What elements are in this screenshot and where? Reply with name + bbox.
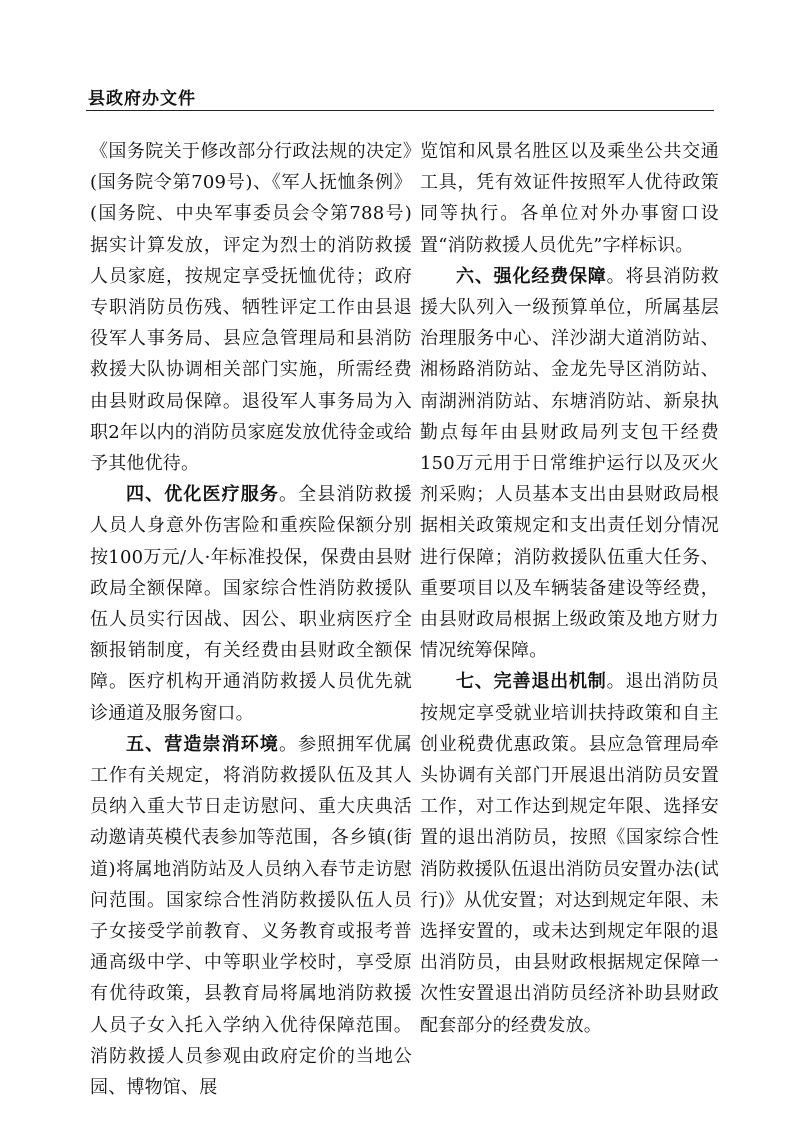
section-body-environment: 。参照拥军优属工作有关规定，将消防救援队伍及其人员纳入重大节日走访慰问、重大庆典活动邀请英模代表参加等范围，各乡镇(街道)将属地消防站及人员纳入春节走访慰问范围。国家综合性消防救援队伍人员子女接受学前教育、义务教育或报考普通高级中学、中等职业学校时，享受原有优待政策，县教育局将属地消防救援人员子女入托入学纳入优待保障范围。消防救援人员参观由政府定价的当地公园、博物馆、展 <box>90 733 412 1099</box>
right-column <box>420 136 719 1041</box>
section-heading-funding: 六、强化经费保障 <box>456 265 607 287</box>
paragraph-continuation: 览馆和风景名胜区以及乘坐公共交通工具，凭有效证件按照军人优待政策同等执行。各单位对外办事窗口设置“消防救援人员优先”字样标识。 <box>420 141 719 256</box>
section-exit-mechanism <box>420 666 719 1040</box>
section-heading-environment: 五、营造崇消环境 <box>126 733 280 755</box>
section-body-medical: 。全县消防救援人员人身意外伤害险和重疾险保额分别按100万元/人·年标准投保，保费由县财政局全额保障。国家综合性消防救援队伍人员实行因战、因公、职业病医疗全额报销制度，有关经费由县财政全额保障。医疗机构开通消防救援人员优先就诊通道及服务窗口。 <box>90 484 412 724</box>
section-heading-exit: 七、完善退出机制 <box>456 671 607 693</box>
section-body-exit: 。退出消防员按规定享受就业培训扶持政策和自主创业税费优惠政策。县应急管理局牵头协调有关部门开展退出消防员安置工作，对工作达到规定年限、选择安置的退出消防员，按照《国家综合性消防救援队伍退出消防员安置办法(试行)》从优安置；对达到规定年限、未选择安置的，或未达到规定年限的退出消防员，由县财政根据规定保障一次性安置退出消防员经济补助县财政配套部分的经费发放。 <box>420 671 719 1036</box>
header-divider <box>86 110 714 111</box>
section-medical-services <box>90 479 412 729</box>
section-heading-medical: 四、优化医疗服务 <box>126 484 280 506</box>
section-funding <box>420 261 719 667</box>
section-respect-environment <box>90 729 412 1103</box>
section-body-funding: 。将县消防救援大队列入一级预算单位，所属基层治理服务中心、洋沙湖大道消防站、湘杨路消防站、金龙先导区消防站、南湖洲消防站、东塘消防站、新泉执勤点每年由县财政局列支包干经费150万元用于日常维护运行以及灭火剂采购；人员基本支出由县财政局根据相关政策规定和支出责任划分情况进行保障；消防救援队伍重大任务、重要项目以及车辆装备建设等经费，由县财政局根据上级政策及地方财力情况统筹保障。 <box>420 265 719 662</box>
paragraph-pension: 《国务院关于修改部分行政法规的决定》(国务院令第709号)、《军人抚恤条例》(国务院、中央军事委员会令第788号)据实计算发放，评定为烈士的消防救援人员家庭，按规定享受抚恤优待；政府专职消防员伤残、牺牲评定工作由县退役军人事务局、县应急管理局和县消防救援大队协调相关部门实施，所需经费由县财政局保障。退役军人事务局为入职2年以内的消防员家庭发放优待金或给予其他优待。 <box>90 141 412 475</box>
left-column <box>90 136 412 1103</box>
page-header-title: 县政府办文件 <box>88 89 196 109</box>
